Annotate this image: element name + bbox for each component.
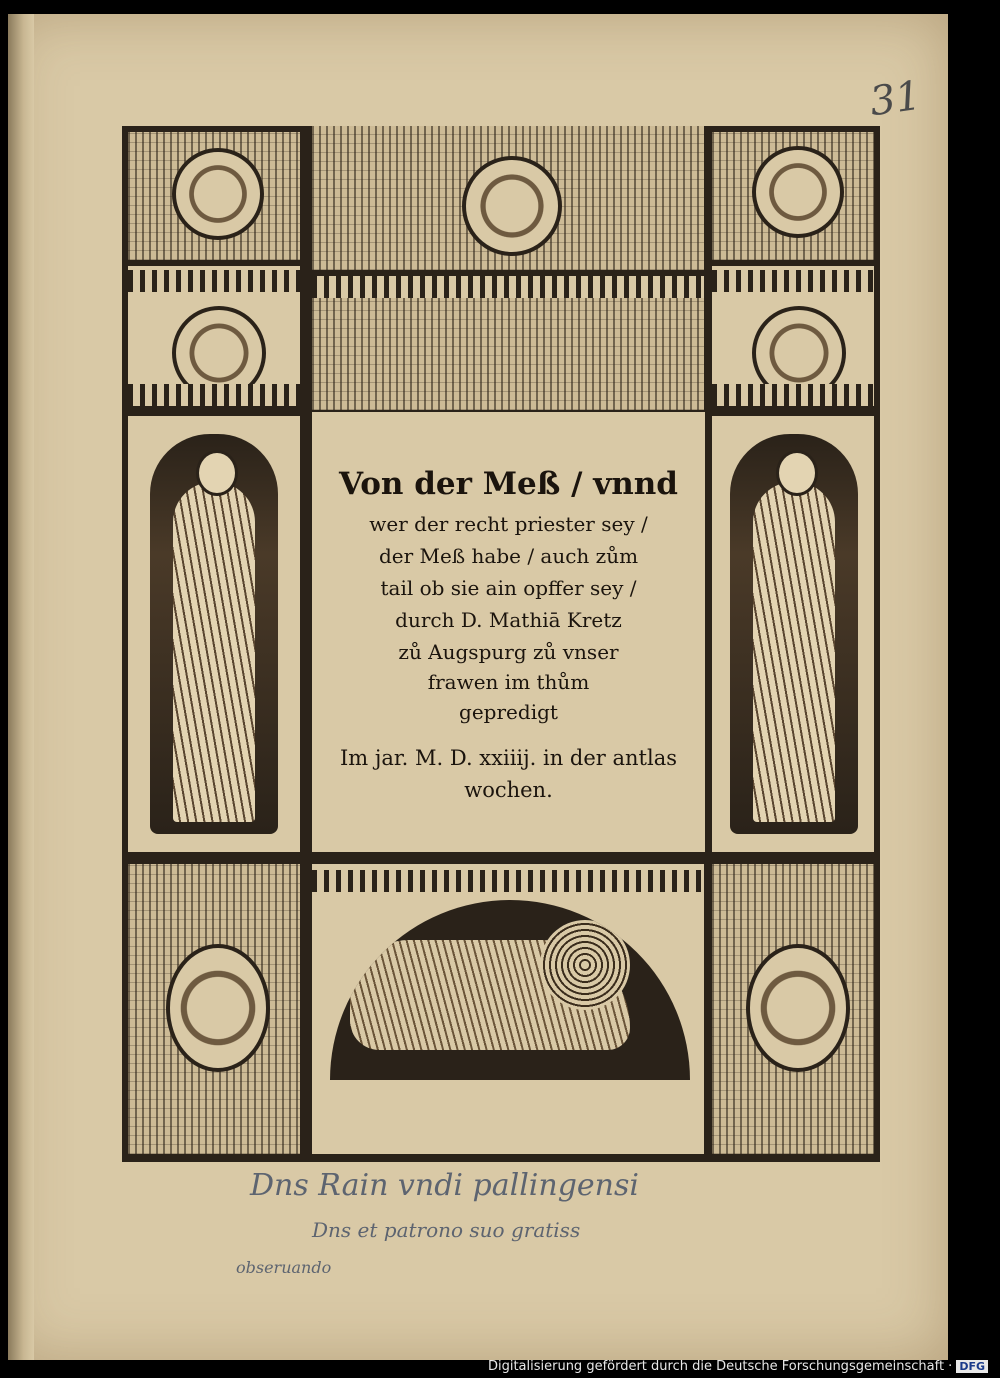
ornament-bottom-right (712, 864, 874, 1154)
manuscript-inscription: obseruando (236, 1258, 332, 1277)
putto-with-shield-left (166, 944, 270, 1072)
ornament-bottom-left (128, 864, 300, 1154)
lion-mane (540, 920, 630, 1010)
title-line: durch D. Mathiā Kretz (395, 608, 622, 632)
digitization-credit (488, 1359, 988, 1374)
credit-text: Digitalisierung gefördert durch die Deutsche Forschungsgemeinschaft · (487, 1359, 953, 1374)
imprint-date-line: Im jar. M. D. xxiiij. in der antlas (340, 746, 677, 770)
imprint-date-line: wochen. (464, 778, 553, 802)
dfg-logo: DFG (956, 1360, 988, 1373)
manuscript-inscription: Dns Rain vndi pallingensi (250, 1168, 639, 1203)
saint-figure-right (730, 434, 858, 834)
title-line: tail ob sie ain opffer sey / (380, 576, 637, 600)
title-line: frawen im thům (427, 670, 590, 694)
title-line: der Meß habe / auch zům (378, 544, 639, 568)
title-text-panel (312, 412, 705, 852)
right-saint-niche (712, 416, 874, 852)
title-line: gepredigt (459, 700, 558, 724)
head-medallion (462, 156, 562, 256)
folio-number: 31 (867, 72, 924, 126)
title-line: Von der Meß / vnnd (338, 466, 678, 502)
ornament-top-left (128, 132, 300, 260)
saint-figure-left (150, 434, 278, 834)
ornament-top-right (712, 132, 874, 260)
right-medallion-band (712, 266, 874, 406)
title-line: wer der recht priester sey / (369, 512, 648, 536)
page-binding-edge (8, 14, 34, 1360)
pediment-ornament (312, 126, 704, 270)
left-medallion-band (128, 266, 300, 406)
manuscript-inscription: Dns et patrono suo gratiss (312, 1218, 581, 1242)
winged-arch-panel (312, 276, 704, 410)
title-line: zů Augspurg zů vnser (398, 640, 619, 664)
left-saint-niche (128, 416, 300, 852)
putto-with-shield-right (746, 944, 850, 1072)
